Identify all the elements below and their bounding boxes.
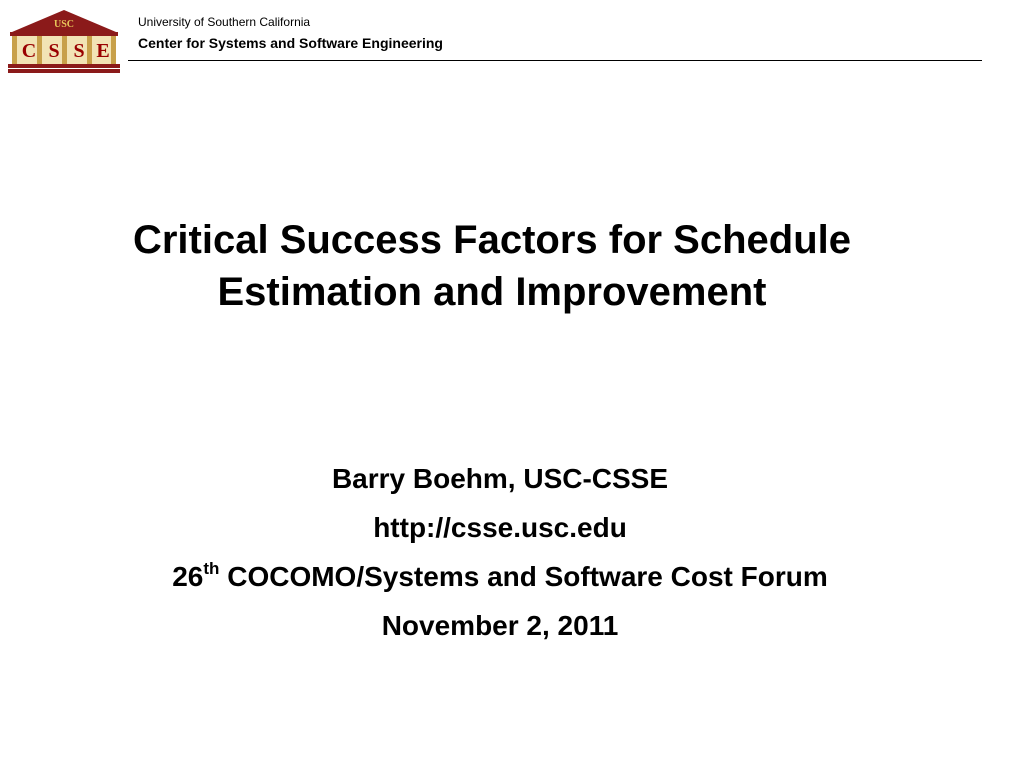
event-ordinal: th <box>203 559 220 578</box>
header-text <box>138 14 443 52</box>
subtitle-block <box>40 454 960 650</box>
logo-letter: S <box>73 40 85 62</box>
event-number: 26 <box>172 561 204 592</box>
date-line: November 2, 2011 <box>381 610 619 641</box>
logo-usc-text: USC <box>53 19 75 30</box>
event-line <box>40 552 960 601</box>
author-line: Barry Boehm, USC-CSSE <box>331 463 669 494</box>
csse-logo <box>8 8 120 74</box>
logo-letter: E <box>96 40 110 62</box>
slide-title <box>40 214 944 318</box>
event-name: COCOMO/Systems and Software Cost Forum <box>219 561 828 592</box>
logo-letter: C <box>21 40 37 62</box>
center-name: Center for Systems and Software Engineering <box>138 35 443 51</box>
title-line-1: Critical Success Factors for Schedule <box>132 218 852 262</box>
url-link[interactable]: http://csse.usc.edu <box>373 512 627 543</box>
title-line-2: Estimation and Improvement <box>217 270 767 314</box>
logo-letter: S <box>48 40 60 62</box>
university-name: University of Southern California <box>138 15 311 29</box>
usc-csse-building-logo <box>8 8 120 74</box>
header-divider <box>128 60 982 61</box>
